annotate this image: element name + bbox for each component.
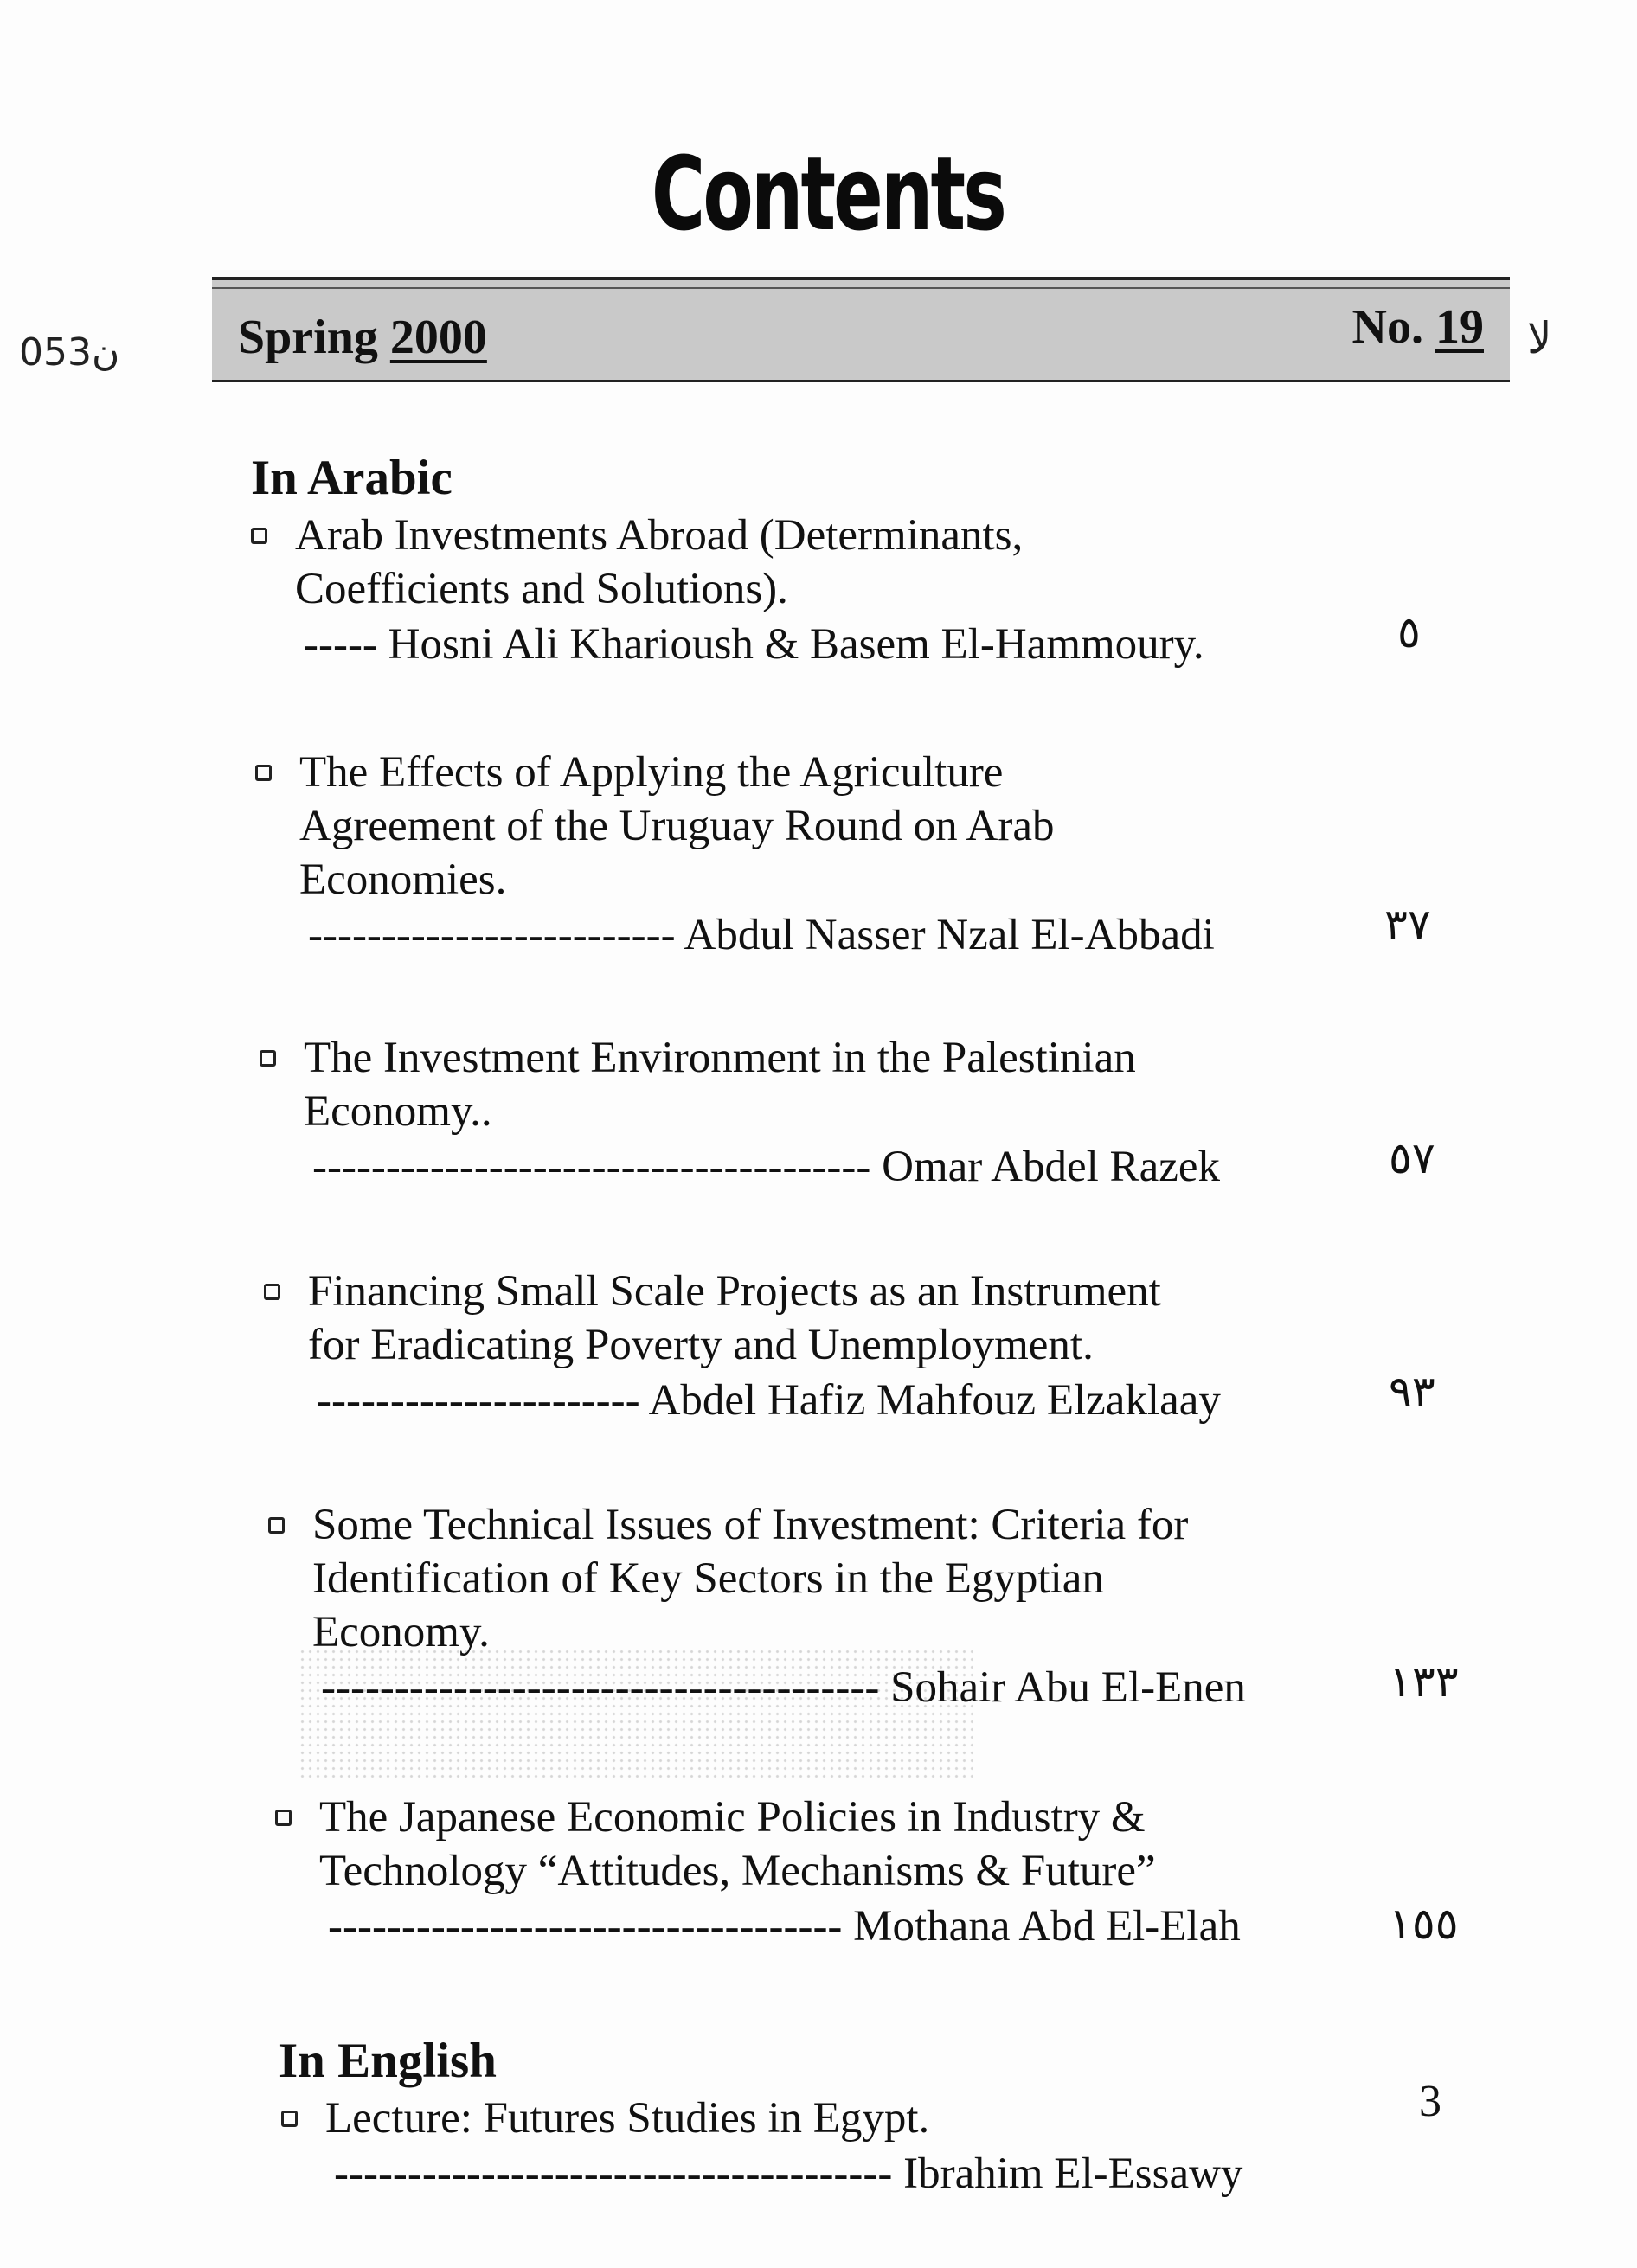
- toc-entry[interactable]: [281, 2092, 1493, 2201]
- entry-author: ----- Hosni Ali Kharioush & Basem El-Hammoury.: [304, 620, 1204, 669]
- entry-author: ---------------------- Abdel Hafiz Mahfouz Elzaklaay: [317, 1376, 1221, 1425]
- entry-title: Lecture: Futures Studies in Egypt.: [325, 2094, 930, 2143]
- issue-band: [212, 277, 1510, 382]
- checkbox-bullet-icon: [255, 765, 272, 781]
- entry-author: -------------------------------------- Ibrahim El-Essawy: [334, 2149, 1243, 2198]
- issue-year: 2000: [389, 311, 487, 364]
- checkbox-bullet-icon: [268, 1517, 285, 1534]
- checkbox-bullet-icon: [275, 1810, 292, 1826]
- entry-page-number: ٩٣: [1389, 1367, 1435, 1417]
- section-heading-arabic: In Arabic: [251, 451, 453, 505]
- entry-page-number: ١٥٥: [1389, 1899, 1459, 1949]
- toc-entry[interactable]: [260, 1031, 1471, 1194]
- margin-note-right: لا: [1527, 313, 1552, 363]
- entry-page-number: ١٣٣: [1389, 1656, 1459, 1707]
- entry-page-number: ٥: [1397, 607, 1421, 657]
- season-label: Spring: [238, 311, 378, 364]
- entry-title: Arab Investments Abroad (Determinants, Coefficients and Solutions).: [295, 511, 1024, 613]
- entry-title: Some Technical Issues of Investment: Criteria for Identification of Key Sectors in the Egyptian Economy.: [312, 1501, 1189, 1656]
- entry-title: Financing Small Scale Projects as an Instrument for Eradicating Poverty and Unemployment.: [308, 1267, 1161, 1369]
- entry-author: -------------------------------------- Sohair Abu El-Enen: [321, 1663, 1246, 1712]
- page-title: Contents: [651, 134, 1005, 253]
- toc-entry[interactable]: [255, 746, 1467, 962]
- scan-smudge: [299, 1648, 973, 1778]
- issue-number: [1352, 299, 1484, 355]
- entry-page-number: ٣٧: [1384, 900, 1431, 950]
- issue-number-value: 19: [1435, 300, 1484, 354]
- checkbox-bullet-icon: [264, 1284, 280, 1300]
- checkbox-bullet-icon: [251, 528, 267, 544]
- issue-number-label: No.: [1351, 300, 1423, 354]
- checkbox-bullet-icon: [281, 2111, 298, 2127]
- entry-page-number: ٥٧: [1389, 1133, 1435, 1183]
- margin-note-left: ن053: [19, 330, 120, 375]
- section-heading-english: In English: [279, 2034, 497, 2088]
- checkbox-bullet-icon: [260, 1050, 276, 1067]
- entry-title: The Investment Environment in the Palestinian Economy..: [304, 1034, 1136, 1136]
- entry-author: ------------------------- Abdul Nasser Nzal El-Abbadi: [308, 911, 1215, 959]
- toc-entry[interactable]: [251, 509, 1462, 671]
- entry-title: The Effects of Applying the Agriculture Agreement of the Uruguay Round on Arab Economies.: [299, 748, 1055, 904]
- toc-entry[interactable]: [264, 1265, 1475, 1427]
- entry-page-number: 3: [1419, 2077, 1441, 2126]
- entry-author: ----------------------------------- Mothana Abd El-Elah: [328, 1902, 1241, 1951]
- toc-entry[interactable]: [275, 1791, 1486, 1953]
- issue-season: [238, 310, 487, 365]
- entry-title: The Japanese Economic Policies in Industry & Technology “Attitudes, Mechanisms & Future”: [319, 1793, 1156, 1895]
- entry-author: -------------------------------------- Omar Abdel Razek: [312, 1143, 1220, 1191]
